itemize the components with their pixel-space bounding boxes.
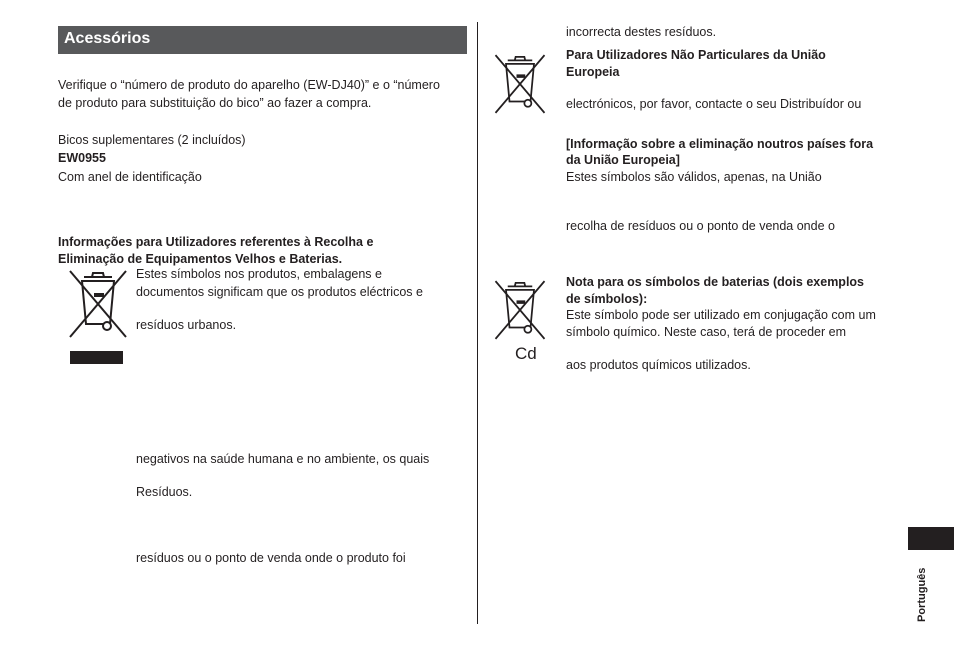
outside-eu-heading-line-1: [Informação sobre a eliminação noutros países fora [566, 137, 874, 151]
battery-text-3: aos produtos químicos utilizados. [566, 358, 751, 372]
business-heading-line-2: Europeia [566, 65, 620, 79]
disposal-text-3: resíduos urbanos. [136, 318, 237, 332]
column-divider [477, 22, 478, 624]
disposal-text-6: resíduos ou o ponto de venda onde o produto foi [136, 551, 406, 565]
outside-eu-text-2: recolha de resíduos ou o ponto de venda onde o [566, 219, 835, 233]
battery-heading-line-1: Nota para os símbolos de baterias (dois exemplos [566, 275, 865, 289]
battery-heading-line-2: de símbolos): [566, 292, 648, 306]
language-label: Português [916, 567, 928, 622]
item-note: Com anel de identificação [58, 170, 202, 184]
intro-line-2: de produto para substituição do bico” ao fazer a compra. [58, 96, 372, 110]
disposal-heading-line-1: Informações para Utilizadores referentes à Recolha e [58, 235, 374, 249]
section-header-bar [58, 26, 467, 54]
business-text: electrónicos, por favor, contacte o seu Distribuídor ou [566, 97, 862, 111]
disposal-text-1: Estes símbolos nos produtos, embalagens e [136, 267, 382, 281]
crossed-out-wheelie-bin-icon [66, 268, 130, 340]
outside-eu-heading-line-2: da União Europeia] [566, 153, 680, 167]
section-title: Acessórios [64, 30, 151, 47]
business-heading-line-1: Para Utilizadores Não Particulares da União [566, 48, 826, 62]
disposal-text-5: Resíduos. [136, 485, 193, 499]
item-code: EW0955 [58, 151, 106, 165]
chemical-symbol-label: Cd [515, 344, 537, 363]
item-description: Bicos suplementares (2 incluídos) [58, 133, 246, 147]
black-bar-mark [70, 351, 123, 364]
disposal-heading-line-2: Eliminação de Equipamentos Velhos e Baterias. [58, 252, 343, 266]
outside-eu-text-1: Estes símbolos são válidos, apenas, na União [566, 170, 822, 184]
right-top-line: incorrecta destes resíduos. [566, 25, 717, 39]
intro-line-1: Verifique o “número de produto do aparelho (EW-DJ40)” e o “número [58, 78, 440, 92]
battery-text-2: símbolo químico. Neste caso, terá de proceder em [566, 325, 846, 339]
crossed-out-wheelie-bin-icon [492, 278, 548, 342]
crossed-out-wheelie-bin-icon [492, 50, 548, 118]
language-tab-marker [908, 527, 954, 550]
disposal-text-2: documentos significam que os produtos eléctricos e [136, 285, 423, 299]
battery-text-1: Este símbolo pode ser utilizado em conjugação com um [566, 308, 876, 322]
disposal-text-4: negativos na saúde humana e no ambiente, os quais [136, 452, 430, 466]
